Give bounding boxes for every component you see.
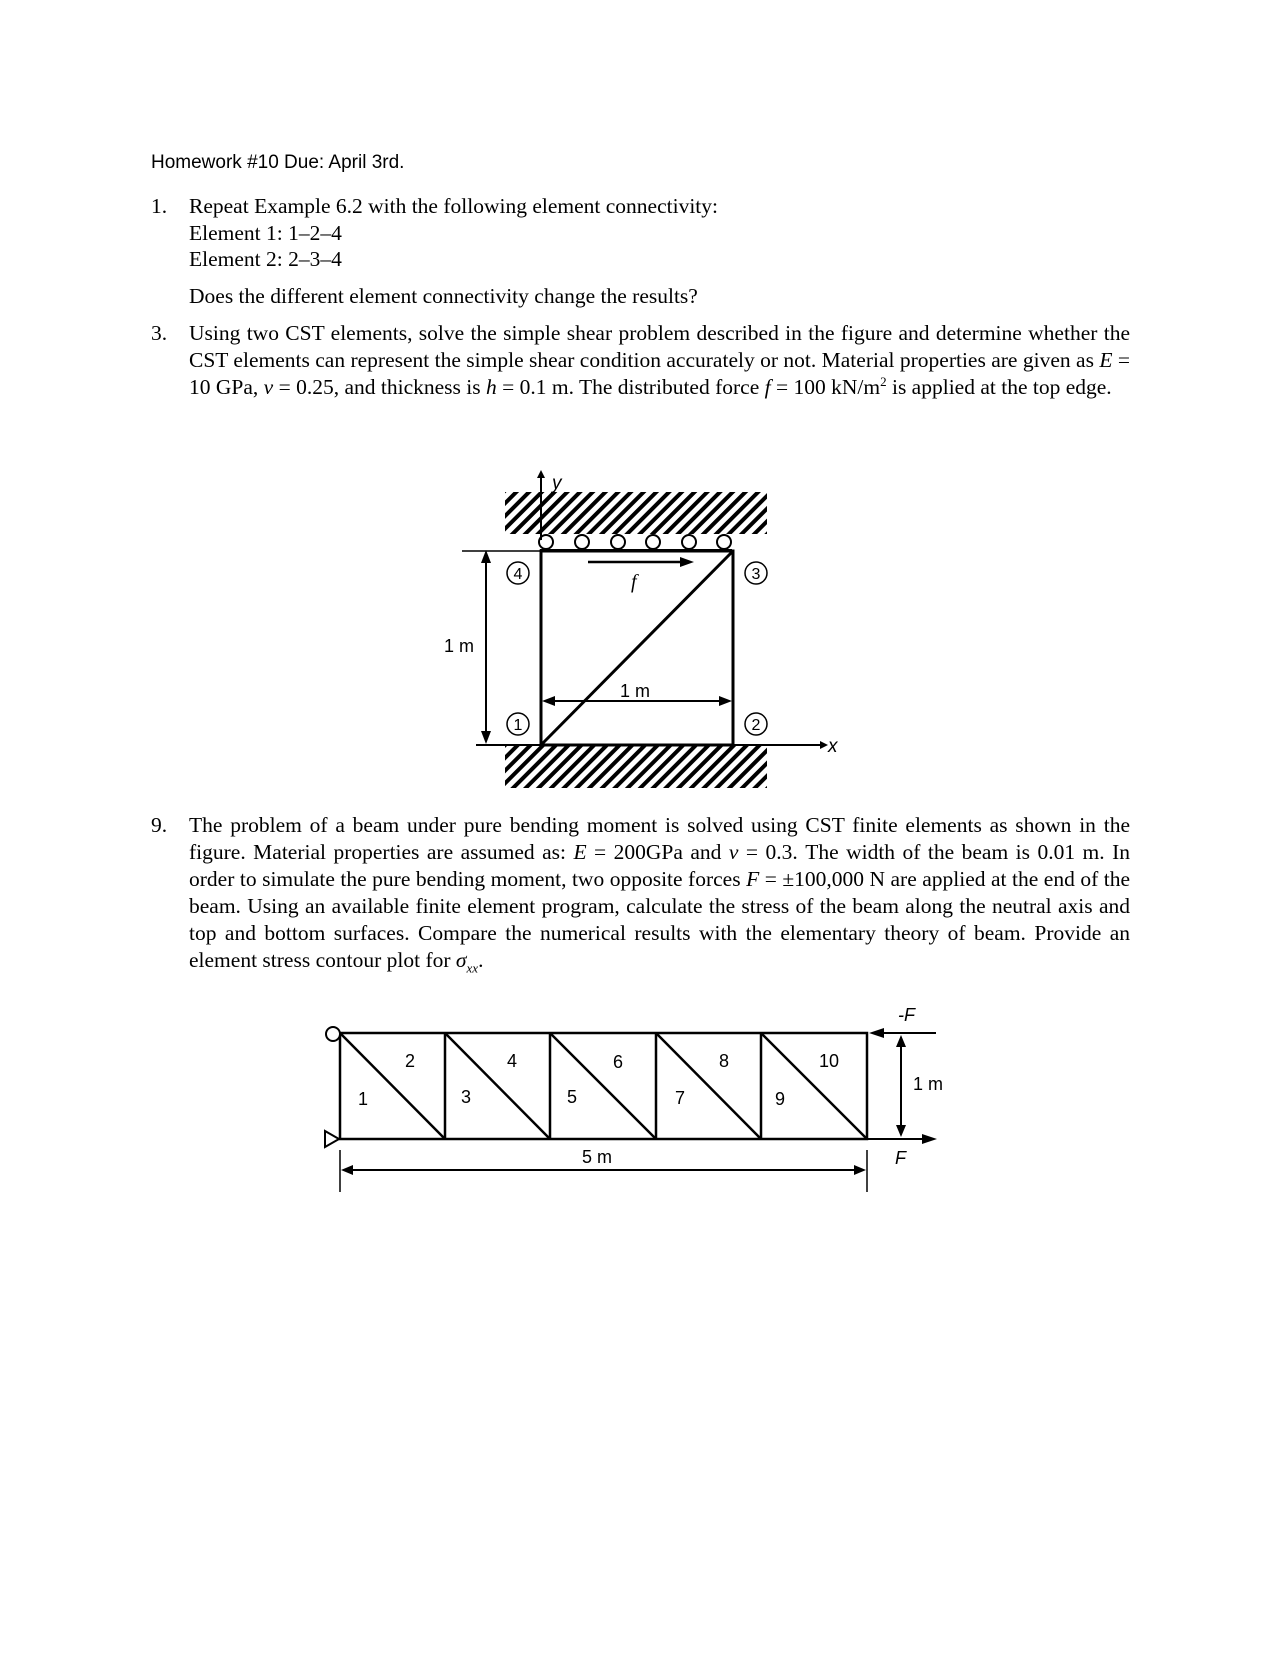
x-axis-label: x	[828, 736, 838, 757]
beam-height-label: 1 m	[913, 1074, 944, 1094]
element-7-label: 7	[674, 1088, 686, 1108]
node-3-label: 3	[751, 566, 761, 583]
problem-1-question: Does the different element connectivity change the results?	[189, 284, 698, 308]
problem-3-number: 3.	[151, 321, 168, 345]
force-f-label: f	[631, 571, 637, 593]
element-4-label: 4	[506, 1051, 518, 1071]
homework-title: Homework #10 Due: April 3rd.	[151, 152, 405, 173]
problem-3-text: Using two CST elements, solve the simple shear problem described in the figure and determine whether the CST elements can represent the simple shear condition accurately or not. Material properties are given as E = 10 GPa, ν = 0.25, and thickness is h = 0.1 m. The distributed force f = 100 $kN/m^2$ is applied at the top edge.	[189, 321, 1130, 399]
beam-length-label: 5 m	[582, 1147, 613, 1167]
roller-support	[325, 1131, 339, 1147]
element-10-label: 10	[818, 1051, 840, 1071]
problem-1-element-1: Element 1: 1–2–4	[189, 221, 342, 245]
element-6-label: 6	[612, 1052, 624, 1072]
width-label: 1 m	[620, 681, 651, 701]
element-1-label: 1	[357, 1089, 369, 1109]
node-1-label: 1	[513, 717, 523, 734]
problem-9-number: 9.	[151, 813, 168, 837]
y-axis-label: y	[552, 473, 562, 494]
mesh-lines	[340, 1033, 867, 1139]
top-force-label: -F	[898, 1005, 915, 1025]
problem-1-number: 1.	[151, 194, 168, 218]
problem-1-element-2: Element 2: 2–3–4	[189, 247, 342, 271]
bottom-force-label: F	[895, 1148, 906, 1168]
element-2-label: 2	[404, 1051, 416, 1071]
node-4-label: 4	[513, 566, 523, 583]
pin-support	[326, 1027, 340, 1041]
problem-9-text: The problem of a beam under pure bending moment is solved using CST finite elements as shown in the figure. Material properties are assumed as: E = 200GPa and ν = 0.3. The width of the beam is 0.01 m. In order to simulate the pure bending moment, two opposite forces F = ±100,000 N are applied at the end of the beam. Using an available finite element program, calculate the stress of the beam along the neutral axis and top and bottom surfaces. Compare the numerical results with the elementary theory of beam. Provide an element stress contour plot for $\sigma_{xx}$.	[189, 813, 1130, 976]
problem-1-intro: Repeat Example 6.2 with the following element connectivity:	[189, 194, 718, 218]
element-8-label: 8	[718, 1051, 730, 1071]
height-label: 1 m	[444, 636, 475, 656]
element-5-label: 5	[566, 1087, 578, 1107]
element-3-label: 3	[460, 1087, 472, 1107]
node-2-label: 2	[751, 717, 761, 734]
element-9-label: 9	[774, 1089, 786, 1109]
